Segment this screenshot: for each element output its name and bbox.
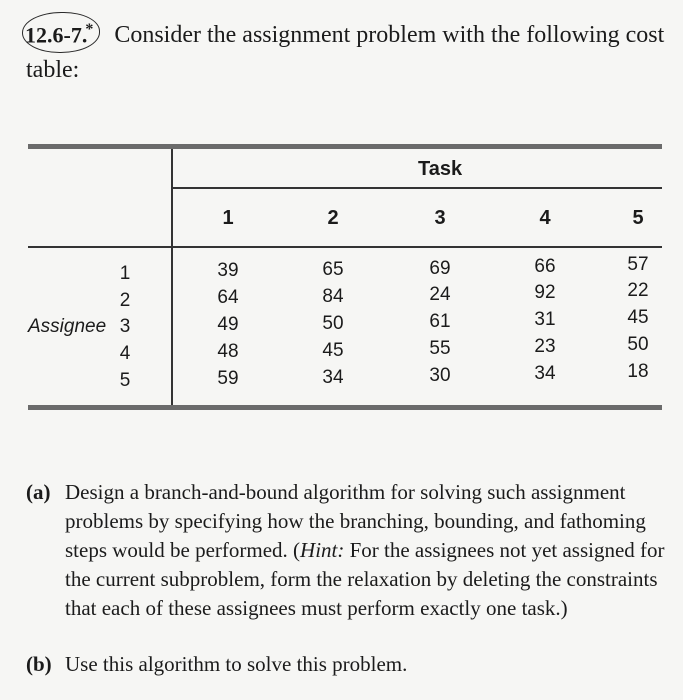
cost-cell: 66 [534,256,556,277]
cost-cell: 84 [322,286,344,307]
cost-cell: 59 [217,368,239,389]
part-a-text-main: Design a branch-and-bound algorithm for solving such assignment problems by specifying how the branching, bounding, and fathoming steps would be performed. ( [65,480,646,562]
cost-cell: 92 [534,282,556,303]
assignee-label: Assignee [28,316,107,337]
cost-cell: 57 [627,254,649,275]
cost-cell: 24 [429,284,451,305]
part-b-label: (b) [26,652,52,676]
cost-cell: 23 [534,336,556,357]
cost-cell: 45 [627,307,649,328]
assignee-5: 5 [119,370,131,391]
cost-cell: 48 [217,341,239,362]
cost-cell: 34 [322,367,344,388]
task-header-5: 5 [632,207,644,229]
cost-cell: 65 [322,259,344,280]
problem-intro: Consider the assignment problem with the following cost table: [26,22,665,84]
problem-header [26,12,666,87]
task-header-2: 2 [327,207,339,229]
part-a-text [65,478,666,623]
cost-cell: 45 [322,340,344,361]
cost-cell: 30 [429,365,451,386]
part-b-text: Use this algorithm to solve this problem. [65,652,408,676]
star-icon: * [85,21,94,38]
cost-cell: 69 [429,258,451,279]
cost-cell: 39 [217,260,239,281]
task-header-1: 1 [222,207,234,229]
assignee-2: 2 [119,290,131,311]
cost-cell: 22 [627,280,649,301]
part-b [26,650,666,679]
table-top-rule [28,144,662,149]
part-a-label: (a) [26,480,51,504]
assignee-1: 1 [119,263,131,284]
column-divider [171,149,173,405]
table-bottom-rule [28,405,662,410]
cost-cell: 55 [429,338,451,359]
task-title: Task [418,158,463,180]
cost-cell: 31 [534,309,556,330]
assignee-4: 4 [119,343,131,364]
task-header-4: 4 [539,207,551,229]
problem-number [22,12,100,53]
task-header-3: 3 [434,207,446,229]
problem-number-text: 12.6-7. [25,22,88,48]
cost-cell: 34 [534,363,556,384]
task-underline [172,187,662,189]
part-a-hint-text: For the assignees not yet assigned for the current subproblem, form the relaxation by deleting the constraints that each of these assignees must perform exactly one task.) [65,538,665,620]
part-a [26,478,666,623]
cost-cell: 50 [627,334,649,355]
cost-table [28,144,662,412]
header-rule [28,246,662,248]
cost-cell: 49 [217,314,239,335]
cost-cell: 18 [627,361,649,382]
cost-cell: 61 [429,311,451,332]
hint-label: Hint: [300,538,345,562]
assignee-3: 3 [119,316,131,337]
cost-cell: 50 [322,313,344,334]
cost-cell: 64 [217,287,239,308]
